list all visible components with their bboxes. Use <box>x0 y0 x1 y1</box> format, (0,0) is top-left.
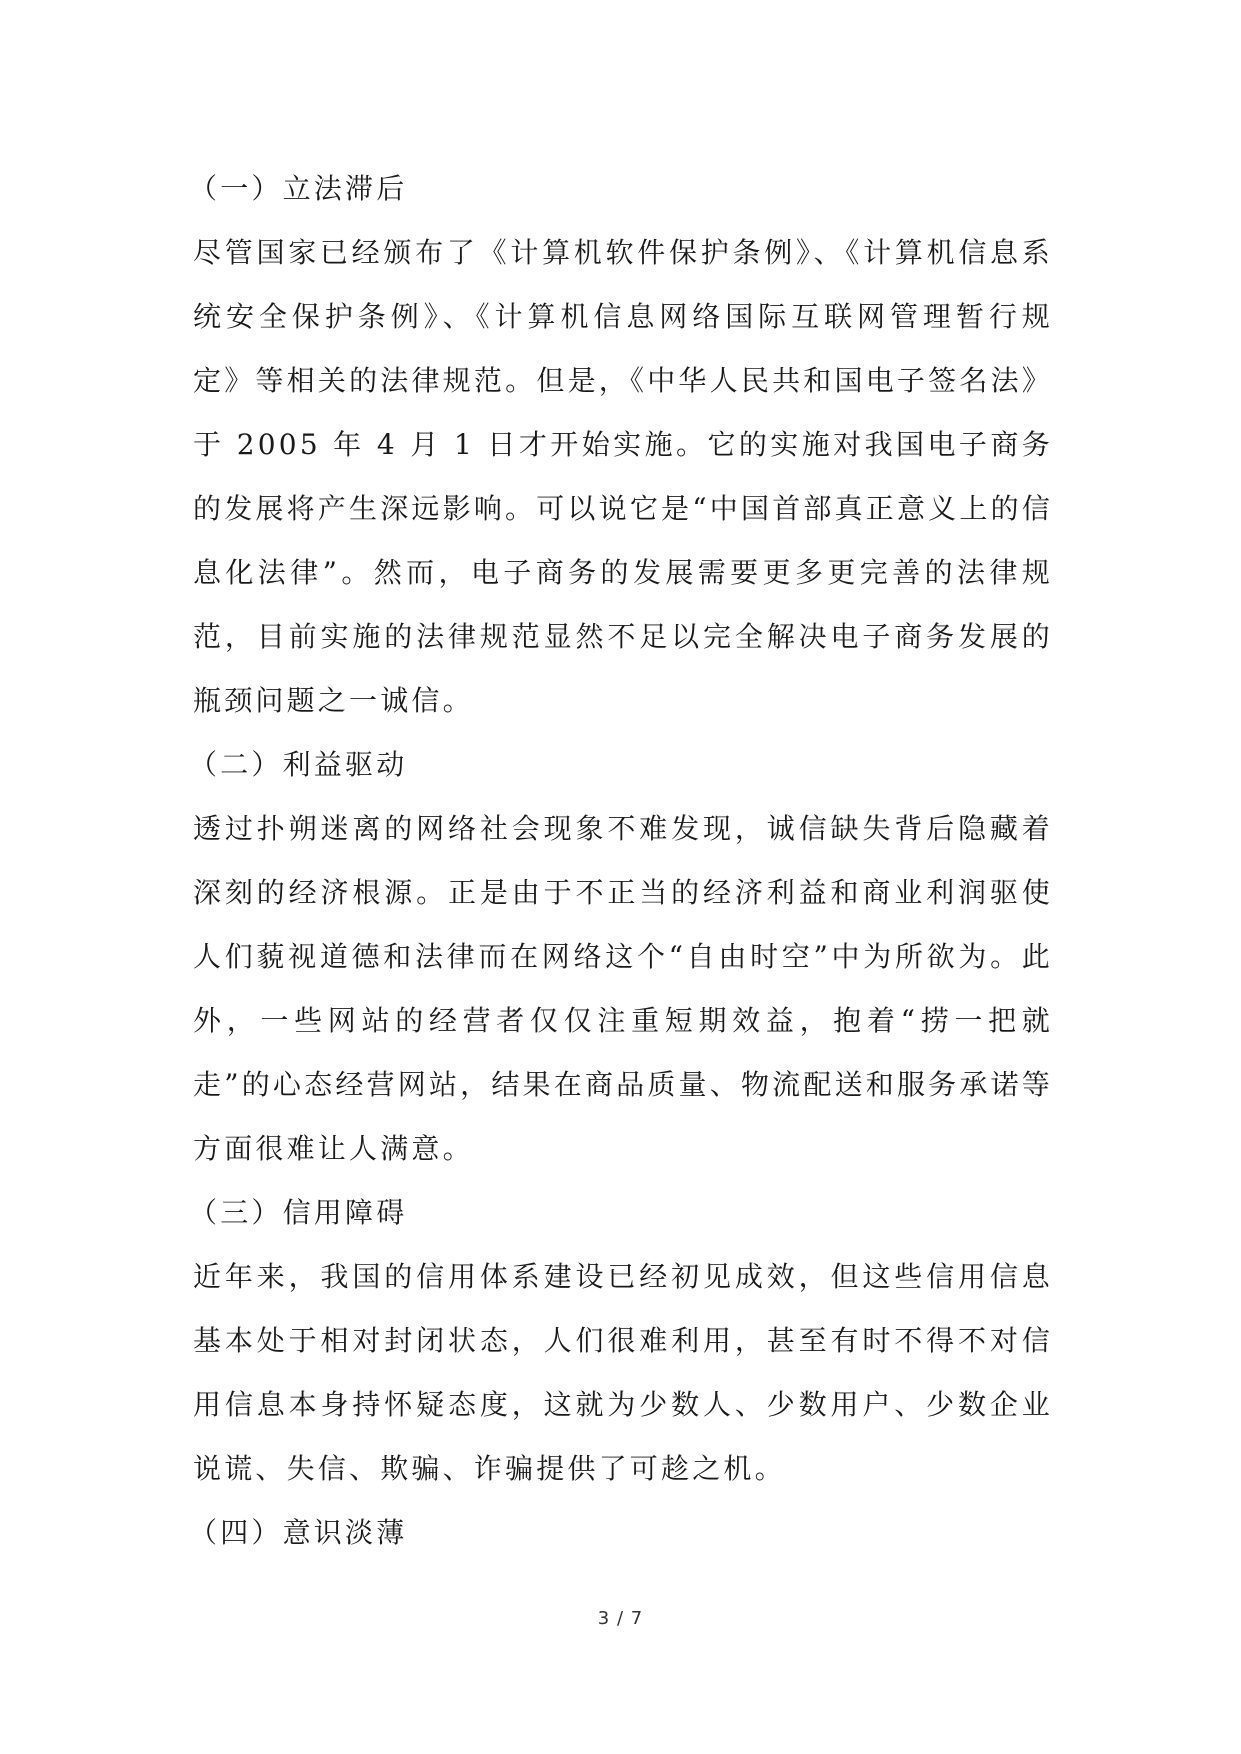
section-paragraph-2: 透过扑朔迷离的网络社会现象不难发现，诚信缺失背后隐藏着深刻的经济根源。正是由于不正当的经济利益和商业利润驱使人们藐视道德和法律而在网络这个“自由时空”中为所欲为。此外，一些网站的经营者仅仅注重短期效益，抱着“捞一把就走”的心态经营网站，结果在商品质量、物流配送和服务承诺等方面很难让人满意。 <box>193 812 1053 1165</box>
section-heading-4: （四）意识淡薄 <box>189 1516 408 1549</box>
page-number: 3 / 7 <box>597 1608 644 1629</box>
section-heading-2: （二）利益驱动 <box>189 748 408 781</box>
document-page <box>189 157 1053 1565</box>
section-heading-1: （一）立法滞后 <box>189 172 408 205</box>
section-paragraph-3: 近年来，我国的信用体系建设已经初见成效，但这些信用信息基本处于相对封闭状态，人们很难利用，甚至有时不得不对信用信息本身持怀疑态度，这就为少数人、少数用户、少数企业说谎、失信、欺骗、诈骗提供了可趁之机。 <box>193 1260 1053 1485</box>
section-heading-3: （三）信用障碍 <box>189 1196 408 1229</box>
section-paragraph-1: 尽管国家已经颁布了《计算机软件保护条例》、《计算机信息系统安全保护条例》、《计算机信息网络国际互联网管理暂行规定》等相关的法律规范。但是，《中华人民共和国电子签名法》于 2005 年 4 月 1 日才开始实施。它的实施对我国电子商务的发展将产生深远影响。可以说它是“中国首部真正意义上的信息化法律”。然而，电子商务的发展需要更多更完善的法律规范，目前实施的法律规范显然不足以完全解决电子商务发展的瓶颈问题之一诚信。 <box>193 236 1053 717</box>
